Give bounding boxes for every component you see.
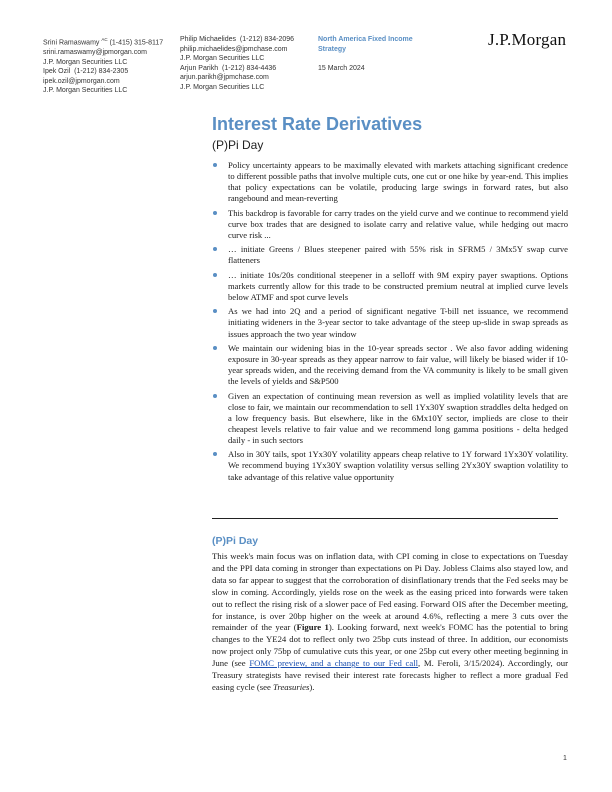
body-paragraph: This week's main focus was on inflation data, with CPI coming in close to expectations on Tuesday and the PPI data coming in stronger than expectations on Pi Day. Jobless Claims also stayed low, and data so far appear to suggest that the corroboration of disinflationary trends that the Fed seeks may be slow in coming. Accordingly, yields rose on the week as the easing priced into forwards were taken out to reflect the rising risk of a slower pace of Fed easing. Forward OIS after the December meeting, for instance, is over 20bp higher on the week at around 4.6%, reflecting a mere 3 cuts over the remainder of the year (Figure 1). Looking forward, next week's FOMC has the potential to bring changes to the YE24 dot to reflect only two 25bp cuts instead of three. In addition, our economists now project only 75bp of cumulative cuts this year, or one 25bp cut every other meeting beginning in June (see FOMC preview, and a change to our Fed call, M. Feroli, 3/15/2024). Accordingly, our Treasury strategists have revised their interest rate forecasts higher to reflect a more gradual Fed easing cycle (see Treasuries). bbox=[212, 551, 569, 692]
author-certification-mark: AC bbox=[101, 37, 108, 42]
bullet-icon bbox=[213, 309, 217, 313]
author-email[interactable]: arjun.parikh@jpmchase.com bbox=[180, 74, 269, 82]
fomc-preview-link[interactable]: FOMC preview, and a change to our Fed call bbox=[249, 658, 419, 669]
author-name: Arjun Parikh bbox=[180, 64, 219, 72]
list-item: … initiate Greens / Blues steepener paired with 55% risk in SFRM5 / 3Mx5Y swap curve flatteners bbox=[212, 244, 568, 266]
bullet-icon bbox=[213, 211, 217, 215]
author-name: Philip Michaelides bbox=[180, 36, 237, 43]
bullet-icon bbox=[213, 452, 217, 456]
author-name: Ipek Ozil bbox=[43, 68, 71, 76]
author-phone: (1-212) 834-4436 bbox=[222, 64, 277, 72]
list-item: Given an expectation of continuing mean reversion as well as implied volatility levels that are close to fair, we maintain our recommendation to sell 1Yx30Y swaption straddles delta hedged on a low frequency basis. But elsewhere, like in the 6Mx10Y sector, implieds are close to their cheapest levels relative to fair value and we recommend long gamma positions - delta hedged daily - in such sectors bbox=[212, 391, 568, 446]
list-item: This backdrop is favorable for carry trades on the yield curve and we continue to recommend yield curve box trades that are designed to isolate carry and relative value, while hedging out macro curve risk ... bbox=[212, 208, 568, 241]
section-heading: (P)Pi Day bbox=[212, 535, 259, 547]
author-firm: J.P. Morgan Securities LLC bbox=[43, 87, 128, 95]
author-column-1 bbox=[43, 35, 173, 96]
key-points-list bbox=[212, 160, 568, 486]
author-phone: (1-212) 834-2096 bbox=[239, 36, 295, 43]
page-subtitle: (P)Pi Day bbox=[212, 138, 264, 152]
department-label: North America Fixed Income Strategy bbox=[318, 36, 413, 53]
list-item: As we had into 2Q and a period of significant negative T-bill net issuance, we recommend initiating wideners in the 3-year sector to take advantage of the steep up-slide in swap spreads as issues approach the two year window bbox=[212, 306, 568, 339]
author-firm: J.P. Morgan Securities LLC bbox=[180, 55, 265, 63]
author-firm: J.P. Morgan Securities LLC bbox=[43, 58, 128, 66]
bullet-icon bbox=[213, 394, 217, 398]
author-block-ozil bbox=[43, 67, 173, 96]
list-item: We maintain our widening bias in the 10-year spreads sector . We also favor adding widening exposure in 30-year spreads as they appear narrow to fair value, will likely be biased wider if 10-year spreads widen, and the receiving demand from the VA community is likely to be small given the levels of yields and S&P500 bbox=[212, 343, 568, 387]
report-date: 15 March 2024 bbox=[318, 65, 365, 73]
section-divider bbox=[212, 518, 558, 519]
author-phone: (1-212) 834-2305 bbox=[74, 68, 129, 76]
list-item: … initiate 10s/20s conditional steepener in a selloff with 9M expiry payer swaptions. Options markets currently allow for this trade to be constructed premium neutral at implied curve levels below ATMF and spot curve levels bbox=[212, 270, 568, 303]
author-block-ramaswamy bbox=[43, 35, 173, 67]
list-item: Also in 30Y tails, spot 1Yx30Y volatility appears cheap relative to 1Y forward 1Yx30Y volatility. We recommend buying 1Yx30Y swaption volatility versus selling 2Yx30Y swaption volatility to take advantage of this relative value opportunity bbox=[212, 449, 568, 482]
jpmorgan-logo: J.P.Morgan bbox=[488, 30, 567, 49]
report-meta bbox=[318, 35, 438, 74]
bullet-icon bbox=[213, 273, 217, 277]
list-item: Policy uncertainty appears to be maximally elevated with markets attaching significant credence to different possible paths that involve multiple cuts, one cut or one hike by year-end. This implies that policy expectations can be volatile, producing large swings in forward rates, but also rangebound and mean-reverting bbox=[212, 160, 568, 204]
author-email[interactable]: ipek.ozil@jpmorgan.com bbox=[43, 77, 120, 85]
page-title: Interest Rate Derivatives bbox=[212, 114, 423, 134]
bullet-icon bbox=[213, 247, 217, 251]
bullet-icon bbox=[213, 163, 217, 167]
author-email[interactable]: srini.ramaswamy@jpmorgan.com bbox=[43, 48, 147, 56]
figure-reference: Figure 1 bbox=[296, 622, 329, 633]
author-block-parikh bbox=[180, 64, 310, 93]
author-email[interactable]: philip.michaelides@jpmchase.com bbox=[180, 45, 288, 53]
bullet-icon bbox=[213, 346, 217, 350]
author-phone: (1-415) 315-8117 bbox=[109, 39, 164, 47]
author-firm: J.P. Morgan Securities LLC bbox=[180, 83, 265, 91]
treasuries-reference: Treasuries bbox=[273, 681, 310, 692]
page-number: 1 bbox=[563, 755, 567, 762]
author-column-2 bbox=[180, 35, 310, 93]
author-block-michaelides bbox=[180, 35, 310, 64]
author-name: Srini Ramaswamy bbox=[43, 39, 100, 47]
